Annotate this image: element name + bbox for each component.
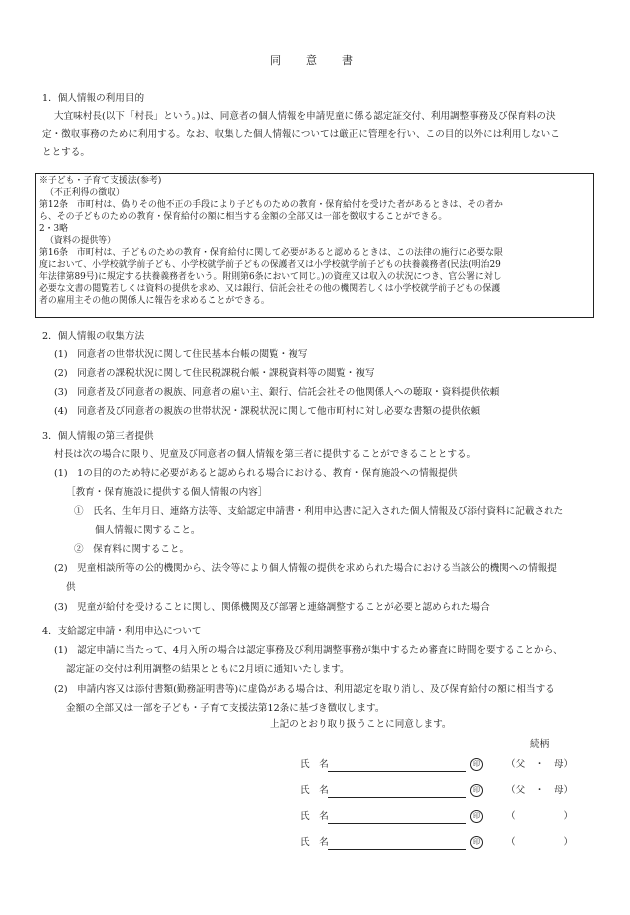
section1-line: 定・徴収事務のために利用する。なお、収集した個人情報については厳正に管理を行い、この目的以外には利用しないこ xyxy=(42,129,560,140)
section3-bracket: ［教育・保育施設に提供する個人情報の内容］ xyxy=(66,487,268,498)
box-line: 2・3略 xyxy=(39,224,69,234)
section4-item: 認定証の交付は利用調整の結果とともに2月頃に通知いたします。 xyxy=(66,664,350,675)
relation-header: 続柄 xyxy=(530,739,550,750)
section2-item: (4) 同意者及び同意者の親族の世帯状況・課税状況に関して他市町村に対し必要な書類の提供依頼 xyxy=(54,406,481,417)
box-line: ※子ども・子育て支援法(参考) xyxy=(39,176,162,186)
signature-name-label: 氏 名 xyxy=(300,759,329,770)
seal-mark: 印 xyxy=(470,758,483,771)
section3-item: (2) 児童相談所等の公的機関から、法令等により個人情報の提供を求められた場合における当該公的機関への情報提 xyxy=(54,563,557,574)
signature-name-label: 氏 名 xyxy=(300,837,329,848)
box-line: 第12条 市町村は、偽りその他不正の手段により子どものための教育・保育給付を受けた者があるときは、その者か xyxy=(39,200,503,210)
seal-mark: 印 xyxy=(470,810,483,823)
section2-item: (2) 同意者の課税状況に関して住民税課税台帳・課税資料等の閲覧・複写 xyxy=(54,368,375,379)
section3-sub: 個人情報に関すること。 xyxy=(95,525,201,536)
signature-name-field[interactable] xyxy=(328,797,466,798)
section1-line: 大宜味村長(以下「村長」という。)は、同意者の個人情報を申請児童に係る認定証交付、利用調整事務及び保育料の決 xyxy=(54,111,556,122)
document-title: 同 意 書 xyxy=(270,54,360,67)
box-line: （不正利得の徴収） xyxy=(45,188,125,198)
section1-line: ととする。 xyxy=(42,147,90,158)
section3-sub: ② 保育料に関すること。 xyxy=(74,544,190,555)
section4-heading: 4．支給認定申請・利用申込について xyxy=(42,626,202,637)
box-line: 者の雇用主その他の関係人に報告を求めることができる。 xyxy=(39,296,270,306)
section3-sub: ① 氏名、生年月日、連絡方法等、支給認定申請書・利用申込書に記入された個人情報及び添付資料に記載された xyxy=(74,506,564,517)
section3-item: (3) 児童が給付を受けることに関し、関係機関及び部署と連絡調整することが必要と認められた場合 xyxy=(54,602,490,613)
box-line: ら、その子どものための教育・保育給付の額に相当する金額の全部又は一部を徴収することができる。 xyxy=(39,212,448,222)
section3-intro: 村長は次の場合に限り、児童及び同意者の個人情報を第三者に提供することができることとする。 xyxy=(54,449,477,460)
box-line: 年法律第89号)に規定する扶養義務者をいう。附則第6条において同じ。)の資産又は収入の状況につき、官公署に対し xyxy=(39,272,502,282)
signature-name-field[interactable] xyxy=(328,849,466,850)
section1-heading: 1．個人情報の利用目的 xyxy=(42,93,145,104)
signature-name-label: 氏 名 xyxy=(300,785,329,796)
seal-mark: 印 xyxy=(470,836,483,849)
section3-item: (1) 1の目的のため特に必要があると認められる場合における、教育・保育施設への情報提供 xyxy=(54,468,458,479)
section4-item: (2) 申請内容又は添付書類(勤務証明書等)に虚偽がある場合は、利用認定を取り消し、及び保育給付の額に相当する xyxy=(54,684,555,695)
box-line: 第16条 市町村は、子どものための教育・保育給付に関して必要があると認めるときは、この法律の施行に必要な限 xyxy=(39,248,503,258)
signature-relation: （父 ・ 母） xyxy=(506,759,574,770)
seal-mark: 印 xyxy=(470,784,483,797)
section3-item: 供 xyxy=(66,582,76,593)
signature-name-field[interactable] xyxy=(328,823,466,824)
section4-item: (1) 認定申請に当たって、4月入所の場合は認定事務及び利用調整事務が集中するため審査に時間を要することから、 xyxy=(54,645,563,656)
signature-name-field[interactable] xyxy=(328,771,466,772)
signature-relation: （ ） xyxy=(506,811,574,822)
consent-statement: 上記のとおり取り扱うことに同意します。 xyxy=(270,719,452,730)
signature-relation: （ ） xyxy=(506,837,574,848)
signature-name-label: 氏 名 xyxy=(300,811,329,822)
box-line: 度において、小学校就学前子ども、小学校就学前子どもの保護者又は小学校就学前子どもの扶養義務者(民法(明治29 xyxy=(39,260,501,270)
section3-heading: 3．個人情報の第三者提供 xyxy=(42,431,154,442)
box-line: 必要な文書の閲覧若しくは資料の提供を求め、又は銀行、信託会社その他の機関若しくは小学校就学前子どもの保護 xyxy=(39,284,501,294)
section4-item: 金額の全部又は一部を子ども・子育て支援法第12条に基づき徴収します。 xyxy=(66,703,385,714)
box-line: （資料の提供等） xyxy=(45,236,116,246)
section2-item: (1) 同意者の世帯状況に関して住民基本台帳の閲覧・複写 xyxy=(54,349,308,360)
section2-item: (3) 同意者及び同意者の親族、同意者の雇い主、銀行、信託会社その他関係人への聴取・資料提供依頼 xyxy=(54,387,500,398)
section2-heading: 2．個人情報の収集方法 xyxy=(42,331,145,342)
signature-relation: （父 ・ 母） xyxy=(506,785,574,796)
